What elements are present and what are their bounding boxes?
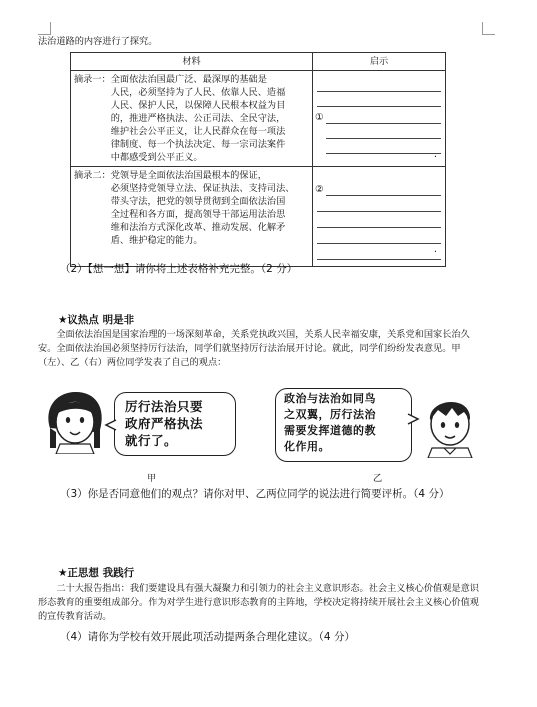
margin-corner-top-left bbox=[38, 22, 51, 35]
period-mark: . bbox=[433, 244, 437, 255]
excerpt-two-text: 摘录二：党领导是全面依法治国最根本的保证， 必须坚持党领导立法、保证执法、支持司法、 带头守法，把党的领导贯彻到全面依法治国 全过程和各方面，提高领导干部运用法治思 维和法治方式深化改革、推动发展、化解矛 盾、维护稳定的能力。 bbox=[74, 170, 295, 246]
answer-line[interactable] bbox=[326, 195, 441, 196]
question-3: （3）你是否同意他们的观点？请你对甲、乙两位同学的说法进行简要评析。（4 分） bbox=[60, 488, 450, 500]
answer-line[interactable] bbox=[317, 243, 441, 244]
answer-number-2: ② bbox=[315, 184, 324, 195]
table-header-material: 材料 bbox=[71, 53, 313, 71]
answer-line[interactable] bbox=[326, 138, 441, 139]
section-title-hot-topic: ★议热点 明是非 bbox=[58, 314, 135, 326]
period-mark: . bbox=[433, 149, 437, 160]
answer-number-1: ① bbox=[315, 112, 324, 123]
answer-line[interactable] bbox=[317, 91, 441, 92]
answer-line[interactable] bbox=[326, 123, 441, 124]
question-2: （2）【想一想】请你将上述表格补充完整。（2 分） bbox=[60, 263, 298, 275]
section-hot-topic-paragraph: 全面依法治国是国家治理的一场深刻革命，关系党执政兴国，关系人民幸福安康，关系党和国家长治久安。全面依法治国必须坚持厉行法治，同学们就坚持厉行法治展开讨论。就此，同学们纷纷发表意见。甲（左）、乙（右）两位同学发表了自己的观点： bbox=[38, 329, 470, 368]
speech-left-text: 厉行法治只要 政府严格执法 就行了。 bbox=[125, 399, 204, 448]
bubble-tail-left bbox=[104, 418, 118, 432]
answer-cell-2[interactable] bbox=[313, 167, 446, 267]
intro-line: 法治道路的内容进行了探究。 bbox=[38, 36, 158, 47]
student-boy-illustration bbox=[418, 392, 482, 458]
answer-line[interactable] bbox=[326, 153, 441, 154]
answer-line[interactable] bbox=[317, 259, 441, 260]
margin-corner-top-right bbox=[482, 22, 495, 35]
table-header-insight: 启示 bbox=[313, 53, 446, 71]
speech-right-text: 政治与法治如同鸟 之双翼，厉行法治 需要发挥道德的教 化作用。 bbox=[284, 392, 376, 453]
excerpt-one-text: 摘录一：全面依法治国最广泛、最深厚的基础是 人民，必须坚持为了人民、依靠人民、造福 人民、保护人民，以保障人民根本权益为目 的，推进严格执法、公正司法、全民守法， 维护社会公平正义，让人民群众在每一项法 律制度、每一个执法决定、每一宗司法案件 中都感受到公平正义。 bbox=[74, 74, 286, 163]
section-title-practice: ★正思想 我践行 bbox=[58, 567, 135, 579]
question-4: （4）请你为学校有效开展此项活动提两条合理化建议。（4 分） bbox=[60, 631, 355, 643]
speech-bubble-left bbox=[114, 392, 236, 456]
label-jia: 甲 bbox=[147, 473, 157, 484]
answer-cell-1[interactable] bbox=[313, 71, 446, 167]
answer-line[interactable] bbox=[317, 106, 441, 107]
section-practice-paragraph: 二十大报告指出：我们要建设具有强大凝聚力和引领力的社会主义意识形态。社会主义核心价值观是意识形态教育的重要组成部分。作为对学生进行意识形态教育的主阵地，学校决定将持续开展社会主义核心价值观的宣传教育活动。 bbox=[38, 583, 479, 622]
material-table bbox=[70, 52, 446, 267]
speech-bubble-right bbox=[275, 388, 412, 462]
label-yi: 乙 bbox=[373, 473, 383, 484]
student-girl-illustration bbox=[40, 388, 112, 454]
answer-line[interactable] bbox=[317, 227, 441, 228]
answer-line[interactable] bbox=[317, 211, 441, 212]
